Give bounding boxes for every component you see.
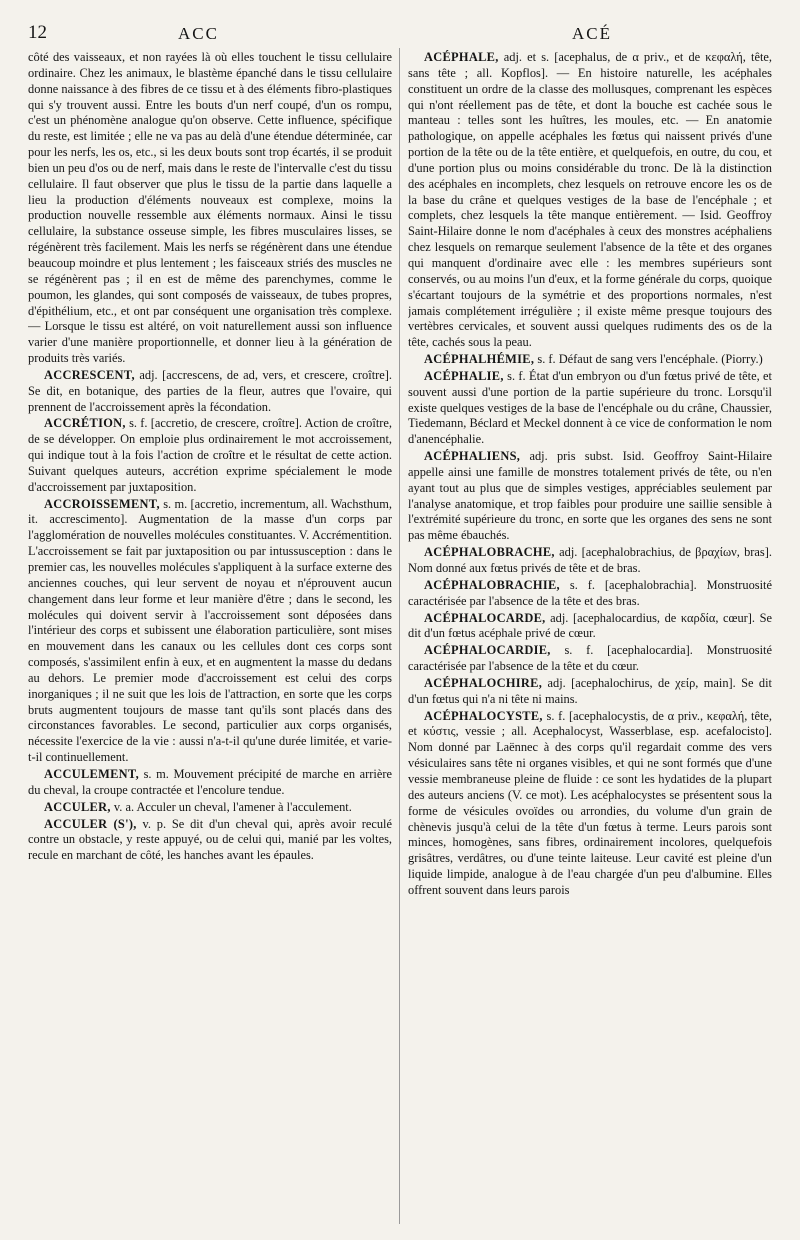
dictionary-entry: [408, 611, 772, 643]
dictionary-entry: [28, 416, 392, 495]
page-header: [28, 22, 776, 48]
dictionary-entry: [28, 497, 392, 766]
entry-headword: ACCULER,: [44, 799, 111, 814]
entry-headword: ACCULER (S'),: [44, 816, 137, 831]
entry-headword: ACÉPHALOBRACHE,: [424, 545, 555, 560]
entry-headword: ACCULEMENT,: [44, 766, 139, 781]
entry-headword: ACÉPHALIE,: [424, 368, 504, 383]
running-head-right: ACÉ: [572, 24, 612, 43]
entry-definition: adj. [acephalobrachius, de βραχίων, bras]. Nom donné aux fœtus privés de tête et de bras.: [408, 545, 772, 575]
entry-headword: ACÉPHALE,: [424, 50, 499, 64]
dictionary-entry: [408, 676, 772, 708]
entry-definition: v. p. Se dit d'un cheval qui, après avoir reculé contre un obstacle, y reste appuyé, ou de celui qui, manié par les voltes, recule en marchant de côté, les hanches avant les épaules.: [28, 816, 392, 863]
entry-definition: adj. [acephalochirus, de χείρ, main]. Se dit d'un fœtus qui n'a ni tête ni mains.: [408, 675, 772, 706]
dictionary-entry: [408, 545, 772, 577]
entry-definition: v. a. Acculer un cheval, l'amener à l'acculement.: [113, 799, 352, 814]
dictionary-entry: [408, 643, 772, 675]
entry-definition: adj. [accrescens, de ad, vers, et crescere, croître]. Se dit, en botanique, des parties de la fleur, autres que l'ovaire, qui prennent de l'accroissement après la fécondation.: [28, 367, 392, 414]
dictionary-entry: [28, 368, 392, 416]
entry-headword: ACÉPHALOCHIRE,: [424, 675, 543, 690]
dictionary-entry: [408, 578, 772, 610]
entry-definition: s. m. Mouvement précipité de marche en arrière du cheval, la croupe contractée et l'encolure tendue.: [28, 766, 392, 797]
dictionary-entry: [28, 767, 392, 799]
entry-headword: ACCRÉTION,: [44, 416, 126, 431]
entry-definition: s. f. Défaut de sang vers l'encéphale. (Piorry.): [537, 352, 763, 367]
entry-headword: ACÉPHALOCYSTE,: [424, 708, 543, 723]
entry-definition: s. f. [acephalobrachia]. Monstruosité caractérisée par l'absence de la tête et des bras.: [408, 577, 772, 608]
entry-headword: ACÉPHALHÉMIE,: [424, 352, 535, 367]
entry-headword: ACÉPHALOBRACHIE,: [424, 577, 560, 592]
entry-headword: ACCRESCENT,: [44, 367, 135, 382]
entry-definition: adj. et s. [acephalus, de α priv., et de κεφαλή, tête, sans tête ; all. Kopflos]. — En histoire naturelle, les acéphales constituent un ordre de la classe des mollusques, comprenant les espèces qui n'ont réellement pas de tête, et dont la bouche est cachée sous le manteau : telles sont les huîtres, les moules, etc. — En anatomie pathologique, on appelle acéphales les fœtus qui naissent privés d'une portion de la tête ou de la tête entière, et quelquefois, en outre, du cou, et d'une portion plus ou moins considérable du tronc. De là la distinction des acéphales en incomplets, chez lesquels on retrouve encore les os de la base du crâne et quelques vestiges de la base de l'encéphale ; et complets, chez lesquels la tête manque entièrement. — Isid. Geoffroy Saint-Hilaire donne le nom d'acéphales à ceux des monstres acéphaliens chez lesquels on remarque seulement l'absence de la tête et des organes qui manquent d'ordinaire avec elle : les membres supérieurs sont conservés, ou au moins l'un d'eux, et la forme générale du corps, quoique s'écartant toujours de la symétrie et des proportions normales, n'est jamais complétement irrégulière ; il existe même presque toujours des vertèbres cervicales, et souvent aussi quelques rudiments des os de la tête, cachés sous la peau.: [408, 50, 772, 350]
entry-headword: ACÉPHALOCARDE,: [424, 610, 546, 625]
dictionary-entry: [28, 800, 392, 816]
dictionary-entry: [408, 352, 772, 368]
entry-headword: ACÉPHALOCARDIE,: [424, 643, 551, 658]
dictionary-entry: [408, 449, 772, 544]
column-divider: [399, 48, 400, 1224]
dictionary-entry: [408, 369, 772, 448]
entry-definition: s. f. [acephalocystis, de α priv., κεφαλή, tête, et κύστις, vessie ; all. Acephalocyst, Wasserblase, esp. acefalocisto]. Nom donné par Laënnec à des corps qu'il regardait comme des vers vésiculaires sans tête ni organes visibles, et qui ne sont formés que d'une vessie membraneuse pleine de fluide : ce sont les hydatides de la plupart des auteurs anciens (V. ce mot). Les acéphalocystes se présentent sous la forme de vésicules ovoïdes ou arrondies, du volume d'un grain de chènevis jusqu'à celui de la tête d'un fœtus à terme. Leurs parois sont minces, homogènes, sans fibres, ordinairement incolores, quelquefois grisâtres, verdâtres, ou d'une teinte laiteuse. Leur cavité est pleine d'un liquide limpide, analogue à de l'eau chargée d'un peu d'albumine. Elles offrent souvent dans leurs parois: [408, 708, 772, 897]
entry-definition: s. f. [accretio, de crescere, croître]. Action de croître, de se développer. On emploie plus ordinairement le mot accroissement, qui indique tout à la fois l'action de croître et le résultat de cette action. Suivant quelques auteurs, accrétion exprime spécialement le mode d'accroissement par juxtaposition.: [28, 416, 392, 494]
entry-definition: s. f. [acephalocardia]. Monstruosité caractérisée par l'absence de la tête et du cœur.: [408, 643, 772, 674]
left-column: [28, 50, 392, 1226]
dictionary-entry: [28, 817, 392, 865]
entry-headword: ACÉPHALIENS,: [424, 449, 521, 464]
entry-definition: s. m. [accretio, incrementum, all. Wachsthum, it. accrescimento]. Augmentation de la masse d'un corps par l'agglomération de nouvelles molécules constituantes. V. Accrémentition. L'accroissement se fait par juxtaposition ou par intussusception : dans le premier cas, les nouvelles molécules s'appliquent à la surface externe des anciennes couches, qui leur servent de noyau et n'éprouvent aucun changement dans leur forme et leur manière d'être ; dans le second, les molécules qui doivent servir à l'accroissement sont déposées dans l'intérieur des corps et subissent une élaboration particulière, sont mises en mouvement dans les canaux ou les cellules dont ces corps sont composés, s'assimilent enfin à eux, et en augmentent la masse du dedans au dehors. Le premier mode d'accroissement est celui des corps inorganiques ; il ne suit que les lois de l'attraction, en sorte que les corps bruts augmentent toujours de masse tant qu'ils sont placés dans des circonstances favorables. Le second, particulier aux corps organisés, nécessite l'exercice de la vie : aussi n'a-t-il qu'une durée limitée, et varie-t-il continuellement.: [28, 496, 392, 765]
running-head-left: ACC: [178, 24, 219, 43]
dictionary-entry: [408, 709, 772, 899]
entry-definition: adj. pris subst. Isid. Geoffroy Saint-Hilaire appelle ainsi une famille de monstres totalement privés de tête, ou n'en ayant tout au plus que de simples vestiges, appréciables seulement par l'analyse anatomique, et trop faibles pour produire une saillie sensible à l'extrémité supérieure du tronc, en sorte que les organes des sens ne sont pas même ébauchés.: [408, 449, 772, 543]
entry-headword: ACCROISSEMENT,: [44, 496, 160, 511]
right-column: [408, 50, 772, 1226]
entry-definition: s. f. État d'un embryon ou d'un fœtus privé de tête, et souvent aussi d'une portion de la partie supérieure du tronc. Lorsqu'il existe quelques vestiges de la base de l'encéphale ou du crâne, Chaussier, Tiedemann, Béclard et Meckel donnent à ce vice de conformation le nom d'anencéphalie.: [408, 368, 772, 447]
continued-paragraph: côté des vaisseaux, et non rayées là où elles touchent le tissu cellulaire ordinaire. Chez les animaux, le blastème épanché dans le tissu cellulaire donne naissance à des fibres de ce tissu et à des éléments fibro-plastiques qui s'y trouvent aussi. Entre les bouts d'un nerf coupé, d'un os rompu, c'est un phénomène analogue qu'on observe. Cette influence, spécifique du reste, est limitée ; elle ne va pas au delà d'une étendue déterminée, car pour les nerfs, les os, etc., si les deux bouts sont trop écartés, il se produit bien un peu d'os ou de nerf, mais dans le reste de l'intervalle c'est du tissu cellulaire. Il faut observer que plus le tissu de la partie dans laquelle a lieu la production d'éléments nouveaux est complexe, moins la production nouvelle ressemble aux éléments normaux. Ainsi le tissu cellulaire, la substance osseuse simple, les fibres musculaires lisses, se régénèrent très facilement. Mais les nerfs se régénèrent dans une étendue beaucoup moindre et plus lentement ; les faisceaux striés des muscles ne se régénèrent pas ; il en est de même des parenchymes, comme le poumon, les glandes, qui sont composés de vaisseaux, de tubes propres, d'épithélium, etc., et ont par conséquent une organisation très complexe. — Lorsque le tissu est altéré, on voit naturellement aussi son influence varier d'une manière proportionnelle, et donner lieu à la génération de produits très variés.: [28, 50, 392, 366]
page-number: 12: [28, 22, 47, 43]
dictionary-entry: [408, 50, 772, 351]
entry-definition: adj. [acephalocardius, de καρδία, cœur]. Se dit d'un fœtus acéphale privé de cœur.: [408, 610, 772, 641]
